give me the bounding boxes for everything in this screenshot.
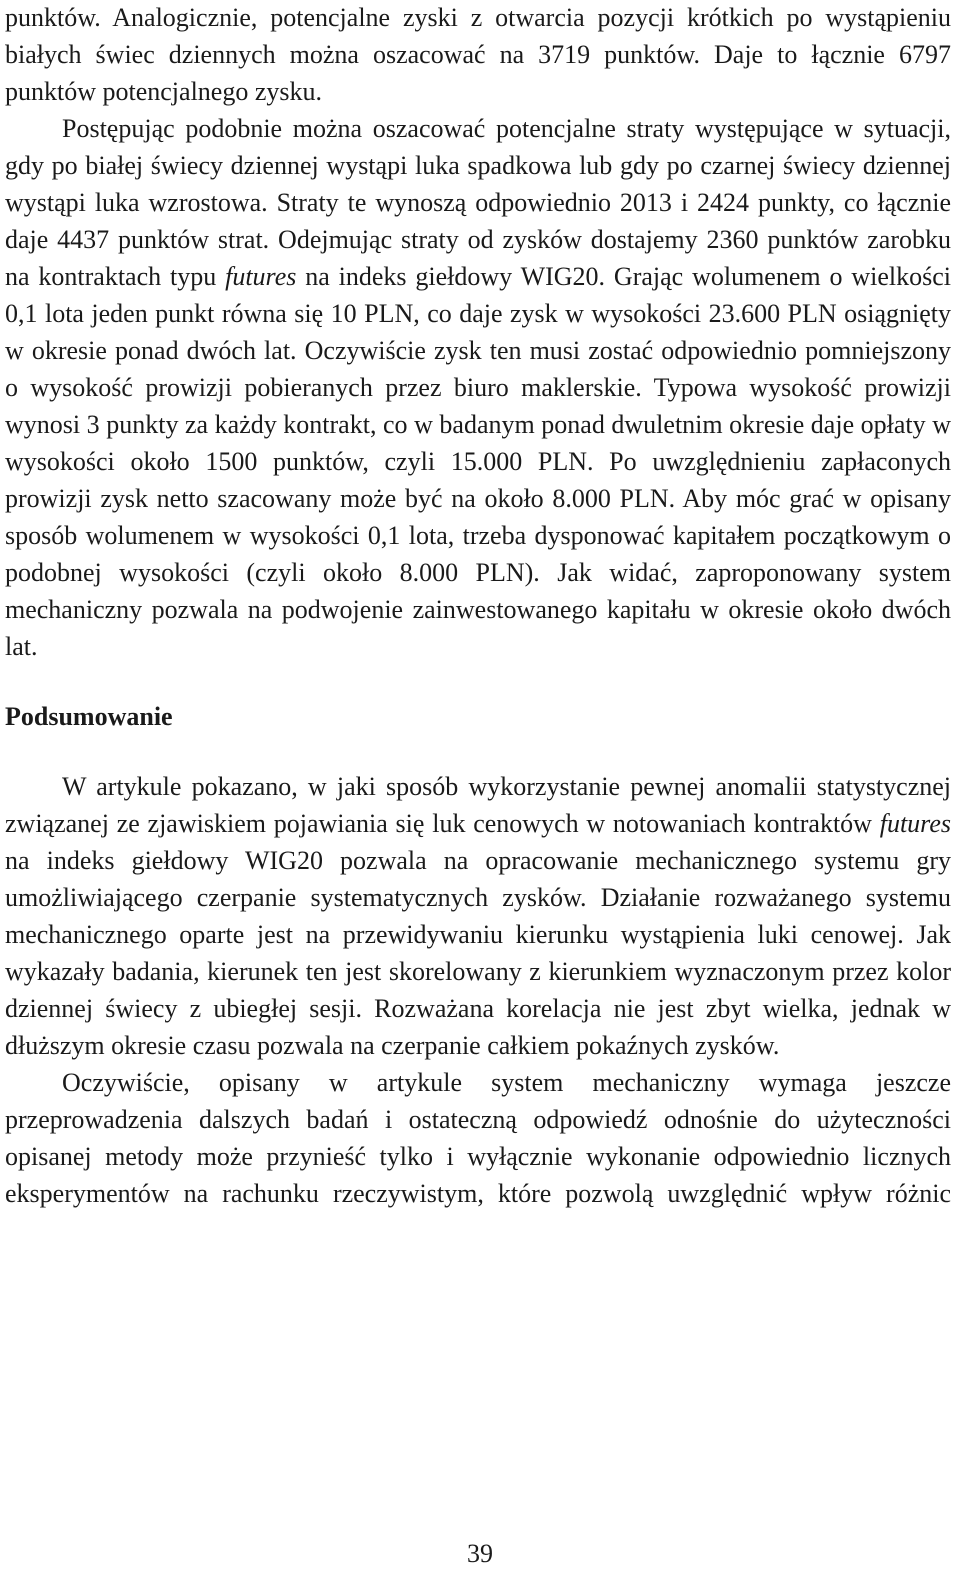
paragraph-profit-loss	[5, 110, 951, 665]
page-number: 39	[467, 1539, 493, 1568]
spacer	[5, 665, 951, 698]
paragraph-text: punktów. Analogicznie, potencjalne zyski z otwarcia pozycji krótkich po wystąpieniu białych świec dziennych można oszacować na 3719 punktów. Daje to łącznie 6797 punktów potencjalnego zysku.	[5, 3, 951, 106]
paragraph-summary	[5, 768, 951, 1064]
section-heading: Podsumowanie	[5, 702, 173, 731]
paragraph-text: Oczywiście, opisany w artykule system mechaniczny wymaga jeszcze przeprowadzenia dalszych badań i ostateczną odpowiedź odnośnie do użyteczności opisanej metody może przynieść tylko i wyłącznie wykonanie odpowiednio licznych eksperymentów na rachunku rzeczywistym, które pozwolą uwzględnić wpływ różnic	[5, 1068, 951, 1208]
paragraph-conclusion	[5, 1064, 951, 1212]
paragraph-text-part: na indeks giełdowy WIG20. Grając wolumenem o wielkości 0,1 lota jeden punkt równa się 10 PLN, co daje zysk w wysokości 23.600 PLN osiągnięty w okresie ponad dwóch lat. Oczywiście zysk ten musi zostać odpowiednio pomniejszony o wysokość prowizji pobieranych przez biuro maklerskie. Typowa wysokość prowizji wynosi 3 punkty za każdy kontrakt, co w badanym ponad dwuletnim okresie daje opłaty w wysokości około 1500 punktów, czyli 15.000 PLN. Po uwzględnieniu zapłaconych prowizji zysk netto szacowany może być na około 8.000 PLN. Aby móc grać w opisany sposób wolumenem w wysokości 0,1 lota, trzeba dysponować kapitałem początkowym o podobnej wysokości (czyli około 8.000 PLN). Jak widać, zaproponowany system mechaniczny pozwala na podwojenie zainwestowanego kapitału w okresie około dwóch lat.	[5, 262, 951, 661]
paragraph-text-part: na indeks giełdowy WIG20 pozwala na opracowanie mechanicznego systemu gry umożliwiającego czerpanie systematycznych zysków. Działanie rozważanego systemu mechanicznego oparte jest na przewidywaniu kierunku wystąpienia luki cenowej. Jak wykazały badania, kierunek ten jest skorelowany z kierunkiem wyznaczonym przez kolor dziennej świecy z ubiegłej sesji. Rozważana korelacja nie jest zbyt wielka, jednak w dłuższym okresie czasu pozwala na czerpanie całkiem pokaźnych zysków.	[5, 846, 951, 1060]
paragraph-continued	[5, 0, 951, 110]
italic-term: futures	[225, 262, 297, 291]
paragraph-text-part: W artykule pokazano, w jaki sposób wykorzystanie pewnej anomalii statystycznej związanej ze zjawiskiem pojawiania się luk cenowych w notowaniach kontraktów	[5, 772, 951, 838]
italic-term: futures	[879, 809, 951, 838]
paragraph-text-part: Postępując podobnie można oszacować potencjalne straty występujące w sytuacji, gdy po białej świecy dziennej wystąpi luka spadkowa lub gdy po czarnej świecy dziennej wystąpi luka wzrostowa. Straty te wynoszą odpowiednio 2013 i 2424 punkty, co łącznie daje 4437 punktów strat. Odejmując straty od zysków dostajemy 2360 punktów zarobku na kontraktach typu	[5, 114, 951, 291]
spacer	[5, 735, 951, 768]
page-body	[5, 0, 951, 1212]
